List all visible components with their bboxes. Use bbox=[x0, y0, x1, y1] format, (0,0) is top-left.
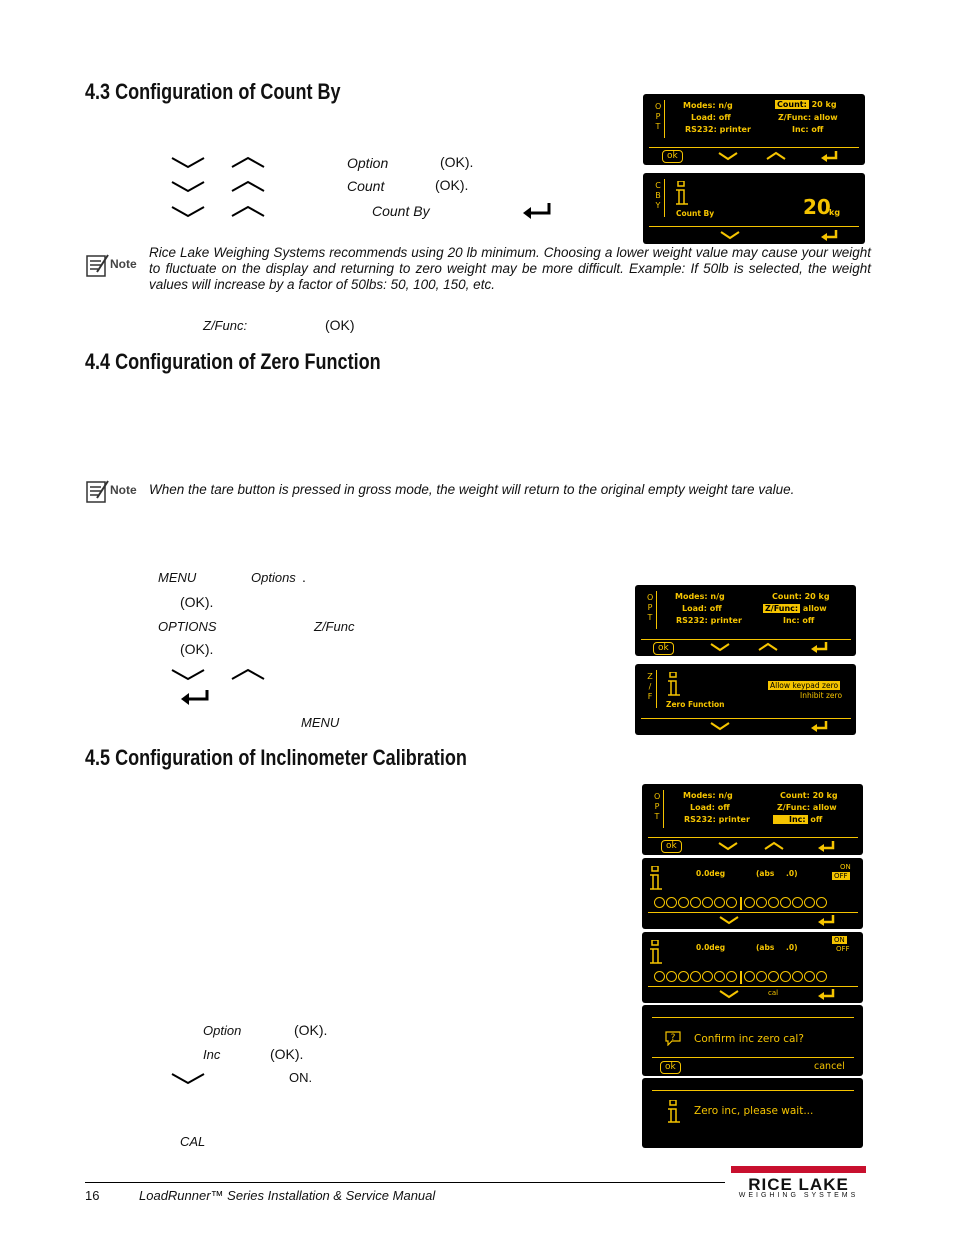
arrow-keys-icon bbox=[170, 154, 270, 224]
zfunc-key: Z/Func: bbox=[765, 604, 799, 613]
load-key: Load: bbox=[690, 803, 715, 812]
rs232-value: printer bbox=[710, 616, 742, 625]
inc-value: off bbox=[802, 616, 815, 625]
display-zero-function-screen bbox=[635, 664, 856, 735]
screen-side-label: O P T bbox=[655, 102, 662, 131]
enter-icon bbox=[522, 201, 552, 219]
count-value: 20 kg bbox=[804, 592, 830, 601]
section-heading-4-4: 4.4 Configuration of Zero Function bbox=[85, 349, 381, 374]
option-inhibit-zero[interactable]: Inhibit zero bbox=[800, 691, 843, 700]
ok-softkey[interactable]: ok bbox=[660, 1061, 681, 1074]
inc-key: Inc: bbox=[773, 815, 808, 824]
load-value: off bbox=[709, 604, 722, 613]
rs232-key: RS232: bbox=[685, 125, 717, 134]
option-allow-keypad-zero[interactable]: Allow keypad zero bbox=[770, 681, 839, 690]
inc-value: off bbox=[811, 125, 824, 134]
logo-subtext: WEIGHING SYSTEMS bbox=[738, 1192, 859, 1199]
note-icon bbox=[85, 478, 111, 504]
zfunc-key: Z/Func: bbox=[777, 803, 811, 812]
step-ok: (OK) bbox=[325, 317, 355, 333]
step-ok: (OK). bbox=[435, 177, 469, 193]
rs232-key: RS232: bbox=[676, 616, 708, 625]
step-options-menu: OPTIONS bbox=[158, 619, 217, 634]
logo-bar bbox=[731, 1166, 866, 1173]
zfunc-value: allow bbox=[812, 803, 837, 812]
step-option: Option bbox=[203, 1023, 242, 1038]
footer-title: LoadRunner™ Series Installation & Service Manual bbox=[139, 1188, 436, 1203]
wait-message: Zero inc, please wait... bbox=[694, 1105, 814, 1117]
load-value: off bbox=[718, 113, 731, 122]
softkey-arrows-icon bbox=[642, 858, 863, 929]
inc-key: Inc: bbox=[783, 616, 800, 625]
abs-label: (abs bbox=[756, 943, 775, 952]
ok-softkey[interactable]: ok bbox=[661, 840, 682, 853]
count-key: Count: bbox=[780, 791, 810, 800]
display-options-screen bbox=[642, 784, 863, 855]
load-key: Load: bbox=[691, 113, 716, 122]
display-count-by-screen bbox=[643, 173, 865, 244]
load-value: off bbox=[717, 803, 730, 812]
step-inc: Inc bbox=[203, 1047, 221, 1062]
step-cal: CAL bbox=[180, 1134, 206, 1149]
modes-key: Modes: bbox=[675, 592, 708, 601]
section-heading-4-5: 4.5 Configuration of Inclinometer Calibration bbox=[85, 745, 467, 770]
angle-readout: 0.0deg bbox=[696, 943, 726, 952]
note-icon bbox=[85, 252, 111, 278]
abs-value: .0) bbox=[786, 943, 798, 952]
zfunc-key: Z/Func: bbox=[778, 113, 812, 122]
option-off[interactable]: OFF bbox=[836, 945, 850, 953]
screen-side-label: O P T bbox=[654, 792, 661, 821]
count-by-label: Count By bbox=[676, 209, 715, 218]
abs-label: (abs bbox=[756, 869, 775, 878]
confirm-message: Confirm inc zero cal? bbox=[694, 1033, 804, 1045]
logo-text: RICE LAKE bbox=[748, 1175, 849, 1194]
display-inclinometer-off-screen bbox=[642, 858, 863, 929]
count-value: 20 kg bbox=[812, 791, 838, 800]
count-key: Count: bbox=[777, 100, 807, 109]
softkey-arrows-icon bbox=[642, 932, 863, 1003]
info-icon bbox=[666, 1100, 682, 1124]
option-on[interactable]: ON bbox=[840, 863, 851, 871]
count-by-unit: kg bbox=[829, 208, 841, 217]
cancel-softkey[interactable]: cancel bbox=[814, 1061, 845, 1072]
page-number: 16 bbox=[85, 1188, 100, 1203]
zero-function-label: Zero Function bbox=[666, 700, 725, 709]
display-confirm-dialog bbox=[642, 1005, 863, 1076]
step-menu: MENU bbox=[158, 570, 197, 585]
softkey-arrows-icon bbox=[635, 664, 856, 735]
step-ok: (OK). bbox=[270, 1046, 304, 1062]
step-on: ON. bbox=[289, 1070, 313, 1085]
step-ok: (OK). bbox=[440, 154, 474, 170]
inc-key: Inc: bbox=[792, 125, 809, 134]
softkey-arrows-icon bbox=[643, 94, 865, 165]
step-option: Option bbox=[347, 155, 389, 171]
section-heading-4-3: 4.3 Configuration of Count By bbox=[85, 79, 341, 104]
note-label: Note bbox=[110, 257, 137, 271]
note-text: When the tare button is pressed in gross mode, the weight will return to the original empty weight tare value. bbox=[149, 482, 795, 497]
ok-softkey[interactable]: ok bbox=[662, 150, 683, 163]
option-on[interactable]: ON bbox=[834, 936, 845, 944]
zfunc-value: allow bbox=[802, 604, 827, 613]
count-key: Count: bbox=[772, 592, 802, 601]
option-off[interactable]: OFF bbox=[834, 872, 848, 880]
step-zfunc: Z/Func: bbox=[203, 318, 248, 333]
display-options-screen bbox=[643, 94, 865, 165]
step-ok: (OK). bbox=[180, 594, 214, 610]
modes-value: n/g bbox=[718, 101, 733, 110]
step-ok: (OK). bbox=[180, 641, 214, 657]
note-label: Note bbox=[110, 483, 137, 497]
abs-value: .0) bbox=[786, 869, 798, 878]
rs232-key: RS232: bbox=[684, 815, 716, 824]
modes-value: n/g bbox=[718, 791, 733, 800]
step-count-by: Count By bbox=[372, 203, 430, 219]
step-options: Options bbox=[251, 570, 296, 585]
step-period: . bbox=[302, 569, 306, 585]
arrow-keys-icon bbox=[170, 666, 270, 706]
softkey-arrows-icon bbox=[642, 784, 863, 855]
question-icon bbox=[664, 1030, 682, 1046]
count-by-value: 20 bbox=[803, 195, 831, 219]
screen-side-label: Z / F bbox=[647, 672, 653, 701]
rs232-value: printer bbox=[718, 815, 750, 824]
cal-softkey[interactable]: cal bbox=[768, 989, 779, 997]
footer-rule bbox=[85, 1182, 725, 1183]
zfunc-value: allow bbox=[813, 113, 838, 122]
modes-key: Modes: bbox=[683, 101, 716, 110]
step-zfunc: Z/Func bbox=[314, 619, 355, 634]
svg-text:?: ? bbox=[670, 1033, 676, 1043]
screen-side-label: O P T bbox=[647, 593, 654, 622]
count-value: 20 kg bbox=[811, 100, 837, 109]
display-options-screen bbox=[635, 585, 856, 656]
softkey-arrows-icon bbox=[643, 173, 865, 244]
ok-softkey[interactable]: ok bbox=[653, 642, 674, 655]
step-ok: (OK). bbox=[294, 1022, 328, 1038]
modes-value: n/g bbox=[710, 592, 725, 601]
rs232-value: printer bbox=[719, 125, 751, 134]
inc-value: off bbox=[810, 815, 823, 824]
step-count: Count bbox=[347, 178, 385, 194]
note-text: Rice Lake Weighing Systems recommends using 20 lb minimum. Choosing a lower weight value may cause your weight to fluctuate on the display and returning to zero weight may be more difficult. Example: If 50lb is selected, the weight values will increase by a factor of 50lbs: 50, 100, 150, etc. bbox=[149, 245, 871, 292]
load-key: Load: bbox=[682, 604, 707, 613]
display-wait-dialog bbox=[642, 1078, 863, 1148]
down-arrow-icon bbox=[170, 1070, 210, 1090]
step-menu: MENU bbox=[301, 715, 340, 730]
angle-readout: 0.0deg bbox=[696, 869, 726, 878]
modes-key: Modes: bbox=[683, 791, 716, 800]
screen-side-label: C B Y bbox=[655, 181, 661, 210]
softkey-arrows-icon bbox=[635, 585, 856, 656]
display-inclinometer-on-screen bbox=[642, 932, 863, 1003]
